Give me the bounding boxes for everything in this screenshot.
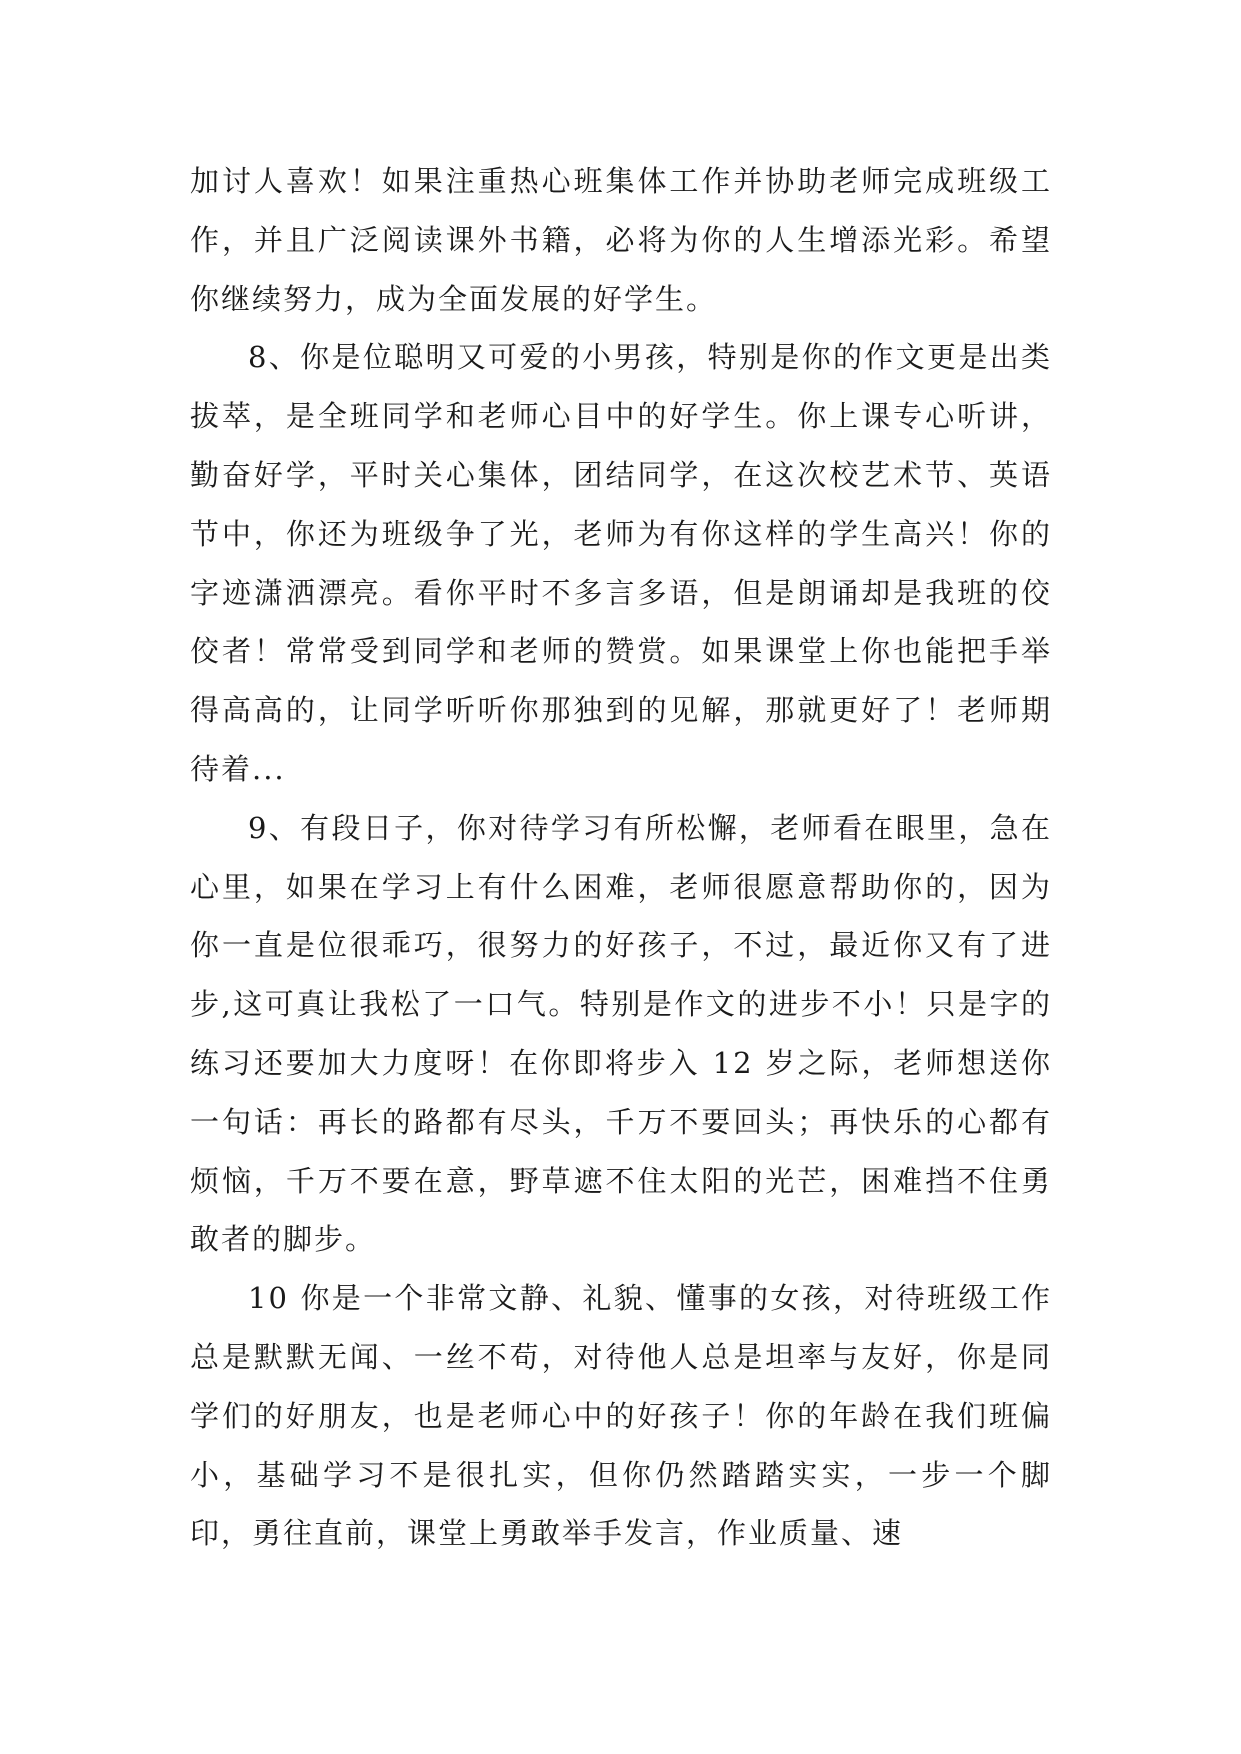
paragraph-comment-10: 10 你是一个非常文静、礼貌、懂事的女孩，对待班级工作总是默默无闻、一丝不苟，对待他人总是坦率与友好，你是同学们的好朋友，也是老师心中的好孩子！你的年龄在我们班偏小，基础学习不是很扎实，但你仍然踏踏实实，一步一个脚印，勇往直前，课堂上勇敢举手发言，作业质量、速 [190, 1281, 1052, 1551]
document-body [190, 152, 1052, 1563]
paragraph-comment-9: 9、有段日子，你对待学习有所松懈，老师看在眼里，急在心里，如果在学习上有什么困难，老师很愿意帮助你的，因为你一直是位很乖巧，很努力的好孩子，不过，最近你又有了进步,这可真让我松了一口气。特别是作文的进步不小！只是字的练习还要加大力度呀！在你即将步入 12 岁之际，老师想送你一句话：再长的路都有尽头，千万不要回头；再快乐的心都有烦恼，千万不要在意，野草遮不住太阳的光芒，困难挡不住勇敢者的脚步。 [190, 810, 1052, 1257]
paragraph-continuation: 加讨人喜欢！如果注重热心班集体工作并协助老师完成班级工作，并且广泛阅读课外书籍，必将为你的人生增添光彩。希望你继续努力，成为全面发展的好学生。 [190, 164, 1052, 316]
paragraph-comment-8: 8、你是位聪明又可爱的小男孩，特别是你的作文更是出类拔萃，是全班同学和老师心目中的好学生。你上课专心听讲，勤奋好学，平时关心集体，团结同学，在这次校艺术节、英语节中，你还为班级争了光，老师为有你这样的学生高兴！你的字迹潇洒漂亮。看你平时不多言多语，但是朗诵却是我班的佼佼者！常常受到同学和老师的赞赏。如果课堂上你也能把手举得高高的，让同学听听你那独到的见解，那就更好了！老师期待着... [190, 340, 1052, 786]
